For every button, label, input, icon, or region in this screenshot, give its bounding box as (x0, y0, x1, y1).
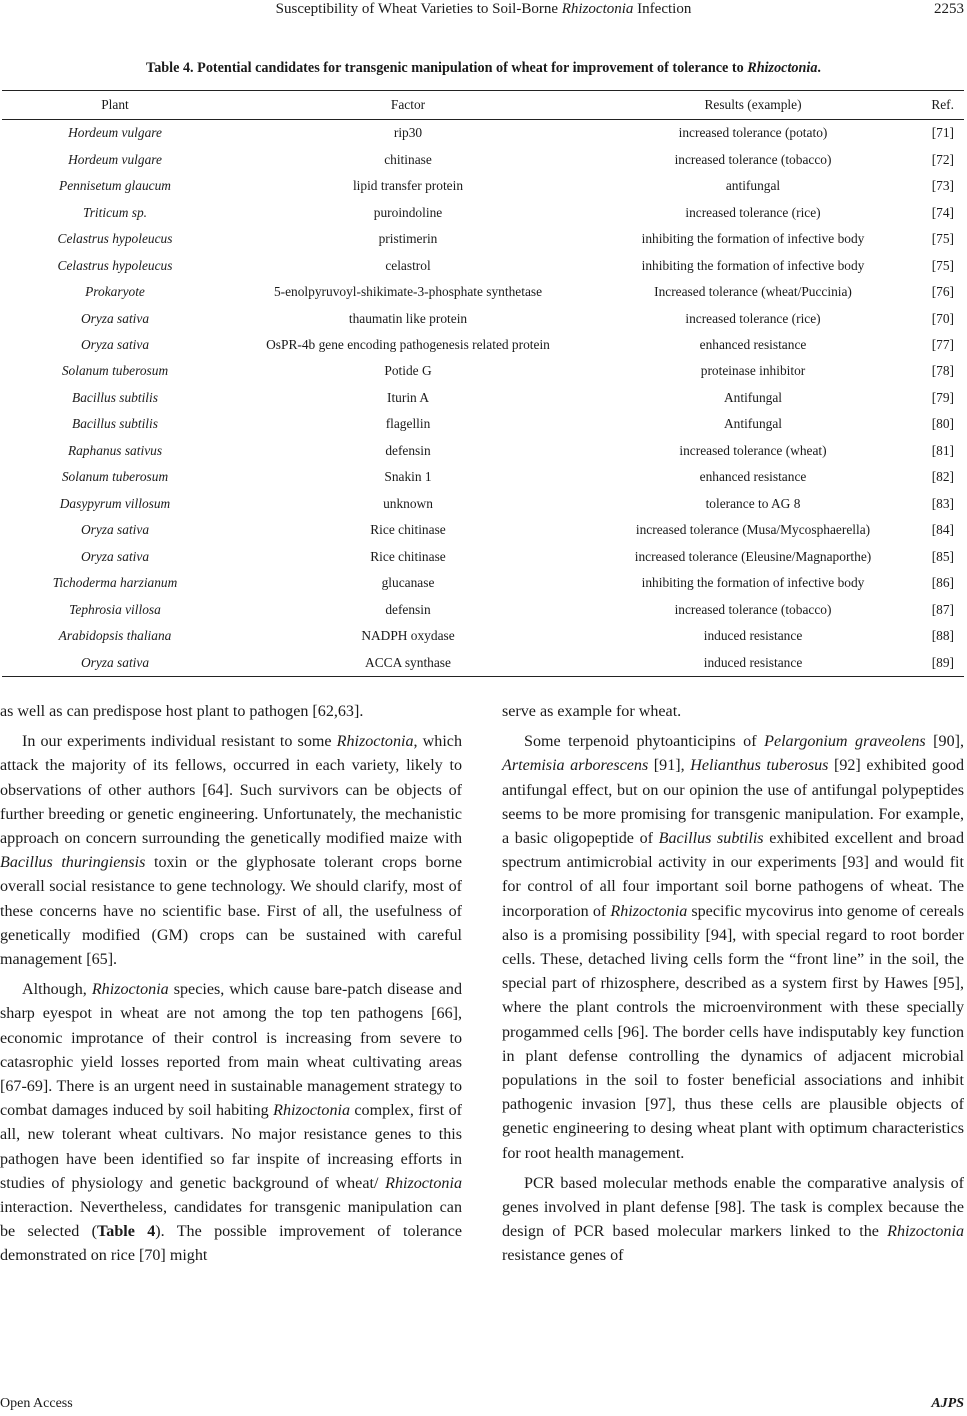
cell-factor: pristimerin (378, 231, 438, 247)
cell-factor: Snakin 1 (384, 469, 432, 485)
cell-plant: Oryza sativa (80, 548, 150, 564)
cell-result: increased tolerance (rice) (685, 204, 821, 220)
cell-plant: Oryza sativa (80, 310, 150, 326)
table-row (2, 332, 964, 358)
table-row (2, 570, 964, 596)
cell-ref: [79] (931, 389, 954, 405)
italic-term: Rhizoctonia (887, 1223, 964, 1241)
cell-ref: [83] (931, 495, 954, 511)
table-row (2, 252, 964, 278)
table-caption-end: . (817, 60, 821, 76)
cell-ref: [88] (931, 628, 954, 644)
cell-plant: Triticum sp. (83, 204, 147, 220)
text-run: specific mycovirus into genome of cereals also is a promising possibility [94], with special regard to root border cells. These, detached living cells form the “front line” in the soil, the special part of rhizosphere, described as a system first by Hawes [95], where the plant controls the microenvironment with these specially progammed cells [96]. The border cells have indisputably key function in plant defense controlling the dynamics of adjacent microbial populations in the soil to foster beneficial associations and inhibit pathogenic invasion [97], thus these cells are plausible objects of genetic engineering to desing wheat plant with optimum characteristics for root health management. (502, 902, 965, 1162)
italic-term: Rhizoctonia (610, 902, 688, 920)
table-row (2, 438, 964, 464)
cell-ref: [82] (931, 469, 954, 485)
cell-plant: Oryza sativa (80, 522, 150, 538)
cell-result: increased tolerance (wheat) (679, 442, 827, 458)
cell-factor: puroindoline (373, 204, 443, 220)
cell-ref: [75] (931, 257, 954, 273)
cell-factor: thaumatin like protein (348, 310, 468, 326)
body-paragraph (0, 978, 462, 1268)
table-row (2, 649, 964, 676)
table-reference: Table 4 (97, 1223, 156, 1241)
text-run: In our experiments individual resistant to some (22, 733, 337, 751)
cell-result: increased tolerance (Eleusine/Magnaporthe) (634, 548, 872, 564)
table-row (2, 464, 964, 490)
text-run: , which attack the majority of its fellows, occurred in each variety, likely to observations of other authors [64]. Such survivors can be objects of further breeding or genetic engineering. Unfortunately, the mechanistic approach on concern surrounding the genetically modified maize with (0, 733, 462, 848)
running-title-suffix: Infection (633, 1, 692, 17)
text-run: interaction. Nevertheless, candidates for transgenic manipulation can be selected ( (0, 1199, 462, 1241)
cell-factor: glucanase (381, 575, 435, 591)
cell-plant: Pennisetum glaucum (59, 178, 171, 194)
footer-open-access: Open Access (0, 1396, 73, 1411)
italic-term: Rhizoctonia (273, 1102, 351, 1120)
body-paragraph (0, 700, 462, 724)
cell-ref: [70] (931, 310, 954, 326)
running-header (0, 0, 967, 24)
table-row (2, 411, 964, 437)
cell-plant: Dasypyrum villosum (59, 495, 171, 511)
italic-term: Rhizoctonia (91, 981, 169, 999)
cell-plant: Arabidopsis thaliana (58, 628, 172, 644)
text-run: [92] exhibited good antifungal effect, but on our opinion the use of antifungal polypeptides seems to be more promising for transgenic manipulation. For example, a basic oligopeptide of (502, 757, 964, 848)
cell-ref: [73] (931, 178, 954, 194)
cell-result: enhanced resistance (699, 469, 807, 485)
cell-ref: [78] (931, 363, 954, 379)
cell-ref: [84] (931, 522, 954, 538)
cell-factor: ACCA synthase (228, 649, 588, 676)
cell-factor: flagellin (385, 416, 431, 432)
cell-plant: Solanum tuberosum (61, 469, 169, 485)
running-title-text: Susceptibility of Wheat Varieties to Soil-Borne (275, 1, 562, 17)
table-row (2, 120, 964, 147)
table-row (2, 305, 964, 331)
running-title-genus: Rhizoctonia (561, 1, 634, 17)
cell-plant: Raphanus sativus (67, 442, 163, 458)
body-column-left (0, 700, 462, 1275)
cell-factor: unknown (383, 495, 433, 511)
cell-result: enhanced resistance (699, 336, 807, 352)
text-run: as well as can predispose host plant to pathogen [62,63]. (0, 703, 364, 720)
text-run: [91], (648, 757, 691, 775)
cell-result: inhibiting the formation of infective body (641, 575, 865, 591)
cell-plant: Tephrosia villosa (69, 601, 161, 617)
cell-plant: Bacillus subtilis (72, 389, 158, 405)
cell-factor: Rice chitinase (370, 522, 446, 538)
text-run: Although, (22, 981, 92, 999)
cell-ref: [77] (931, 336, 954, 352)
body-paragraph (0, 730, 462, 972)
cell-ref: [85] (931, 548, 954, 564)
cell-result: inhibiting the formation of infective body (641, 231, 865, 247)
column-header-plant: Plant (2, 91, 228, 120)
table-row (2, 279, 964, 305)
cell-factor: 5-enolpyruvoyl-shikimate-3-phosphate synthetase (273, 284, 543, 300)
table-row (2, 544, 964, 570)
cell-ref: [75] (931, 231, 954, 247)
text-run: ). The possible improvement of tolerance demonstrated on rice [70] might (0, 1223, 462, 1265)
cell-plant: Prokaryote (85, 284, 145, 300)
column-header-factor: Factor (228, 91, 588, 120)
cell-result: induced resistance (703, 628, 803, 644)
text-run: Some terpenoid phytoanticipins of (524, 733, 765, 751)
table-row (2, 623, 964, 649)
running-title (0, 1, 967, 18)
cell-plant: Celastrus hypoleucus (57, 231, 173, 247)
body-paragraph (502, 730, 964, 1166)
cell-factor: celastrol (385, 257, 431, 273)
cell-plant: Hordeum vulgare (68, 125, 162, 141)
text-run: [90], (925, 733, 965, 751)
text-run: complex, first of all, new tolerant wheat cultivars. No major resistance genes to this pathogen have been identified so far inspite of increasing efforts in studies of physiology and genetic background of wheat/ (0, 1102, 462, 1192)
cell-ref: [71] (931, 125, 954, 141)
cell-ref: [80] (931, 416, 954, 432)
body-column-right (502, 700, 964, 1275)
cell-factor: OsPR-4b gene encoding pathogenesis related protein (266, 336, 550, 352)
cell-plant: Oryza sativa (2, 649, 228, 676)
text-run: resistance genes of (502, 1247, 624, 1265)
cell-result: increased tolerance (tobacco) (674, 151, 832, 167)
italic-term: Rhizoctonia (336, 733, 414, 751)
table-caption-genus: Rhizoctonia (747, 60, 818, 76)
text-run: serve as example for wheat. (502, 703, 682, 720)
body-paragraph (502, 700, 964, 724)
cell-ref: [89] (918, 649, 964, 676)
cell-factor: Potide G (384, 363, 432, 379)
italic-term: Rhizoctonia (385, 1174, 462, 1192)
text-run: species, which cause bare-patch disease and sharp eyespot in wheat are not among the top ten pathogens [66], economic improtance of their control is increasing from severe to catasrophic yield losses reported from main wheat cultivating areas [67-69]. There is an urgent need in sustainable management strategy to combat damages induced by soil habiting (0, 981, 462, 1120)
text-run: exhibited excellent and broad spectrum antimicrobial activity in our experiments [93] and would fit for control of all four important soil borne pathogens of wheat. The incorporation of (502, 830, 964, 920)
table-header-row (2, 91, 964, 120)
column-header-results: Results (example) (588, 91, 918, 120)
cell-factor: defensin (385, 601, 431, 617)
column-header-ref: Ref. (918, 91, 964, 120)
footer-journal: AJPS (931, 1396, 964, 1411)
cell-factor: chitinase (384, 151, 432, 167)
table-row (2, 146, 964, 172)
table-row (2, 173, 964, 199)
cell-factor: Iturin A (386, 389, 430, 405)
table-row (2, 517, 964, 543)
page-number: 2253 (934, 1, 964, 17)
cell-ref: [72] (931, 151, 954, 167)
cell-factor: lipid transfer protein (352, 178, 464, 194)
cell-result: increased tolerance (Musa/Mycosphaerella) (635, 522, 871, 538)
cell-result: induced resistance (588, 649, 918, 676)
cell-result: antifungal (725, 178, 781, 194)
cell-plant: Bacillus subtilis (72, 416, 158, 432)
cell-result: increased tolerance (rice) (685, 310, 821, 326)
italic-term: Bacillus subtilis (658, 830, 764, 848)
cell-plant: Oryza sativa (80, 336, 150, 352)
cell-plant: Tichoderma harzianum (52, 575, 178, 591)
cell-result: increased tolerance (potato) (678, 125, 828, 141)
cell-ref: [81] (931, 442, 954, 458)
italic-term: Artemisia arborescens (502, 757, 649, 775)
candidates-table (2, 90, 964, 677)
cell-result: tolerance to AG 8 (705, 495, 801, 511)
cell-result: increased tolerance (tobacco) (674, 601, 832, 617)
cell-result: Increased tolerance (wheat/Puccinia) (654, 284, 852, 300)
italic-term: Bacillus thuringiensis (0, 854, 146, 872)
table-row (2, 596, 964, 622)
cell-ref: [86] (931, 575, 954, 591)
body-paragraph (502, 1172, 964, 1269)
table-row (2, 491, 964, 517)
cell-result: Antifungal (723, 416, 782, 432)
text-run: toxin or the glyphosate tolerant crops borne overall social resistance to gene technology. We should clarify, most of these concerns have no scientific base. First of all, the usefulness of genetically modified (GM) crops can be sustained with careful management [65]. (0, 854, 462, 969)
cell-ref: [74] (931, 204, 954, 220)
cell-plant: Hordeum vulgare (68, 151, 162, 167)
table-caption-text: Table 4. Potential candidates for transgenic manipulation of wheat for improvement of tolerance to (146, 60, 748, 76)
cell-result: Antifungal (723, 389, 782, 405)
cell-plant: Solanum tuberosum (61, 363, 169, 379)
table-row (2, 199, 964, 225)
italic-term: Pelargonium graveolens (764, 733, 926, 751)
table-body (2, 120, 964, 677)
cell-result: inhibiting the formation of infective body (641, 257, 865, 273)
cell-factor: Rice chitinase (370, 548, 446, 564)
table-row (2, 358, 964, 384)
italic-term: Helianthus tuberosus (690, 757, 829, 775)
text-run: PCR based molecular methods enable the comparative analysis of genes involved in plant defense [98]. The task is complex because the design of PCR based molecular markers linked to the (502, 1174, 964, 1241)
cell-ref: [76] (931, 284, 954, 300)
cell-factor: NADPH oxydase (361, 628, 455, 644)
cell-ref: [87] (931, 601, 954, 617)
table-row (2, 385, 964, 411)
cell-factor: defensin (385, 442, 431, 458)
table-row (2, 226, 964, 252)
cell-plant: Celastrus hypoleucus (57, 257, 173, 273)
table-caption (0, 60, 967, 77)
cell-result: proteinase inhibitor (700, 363, 806, 379)
cell-factor: rip30 (393, 125, 423, 141)
